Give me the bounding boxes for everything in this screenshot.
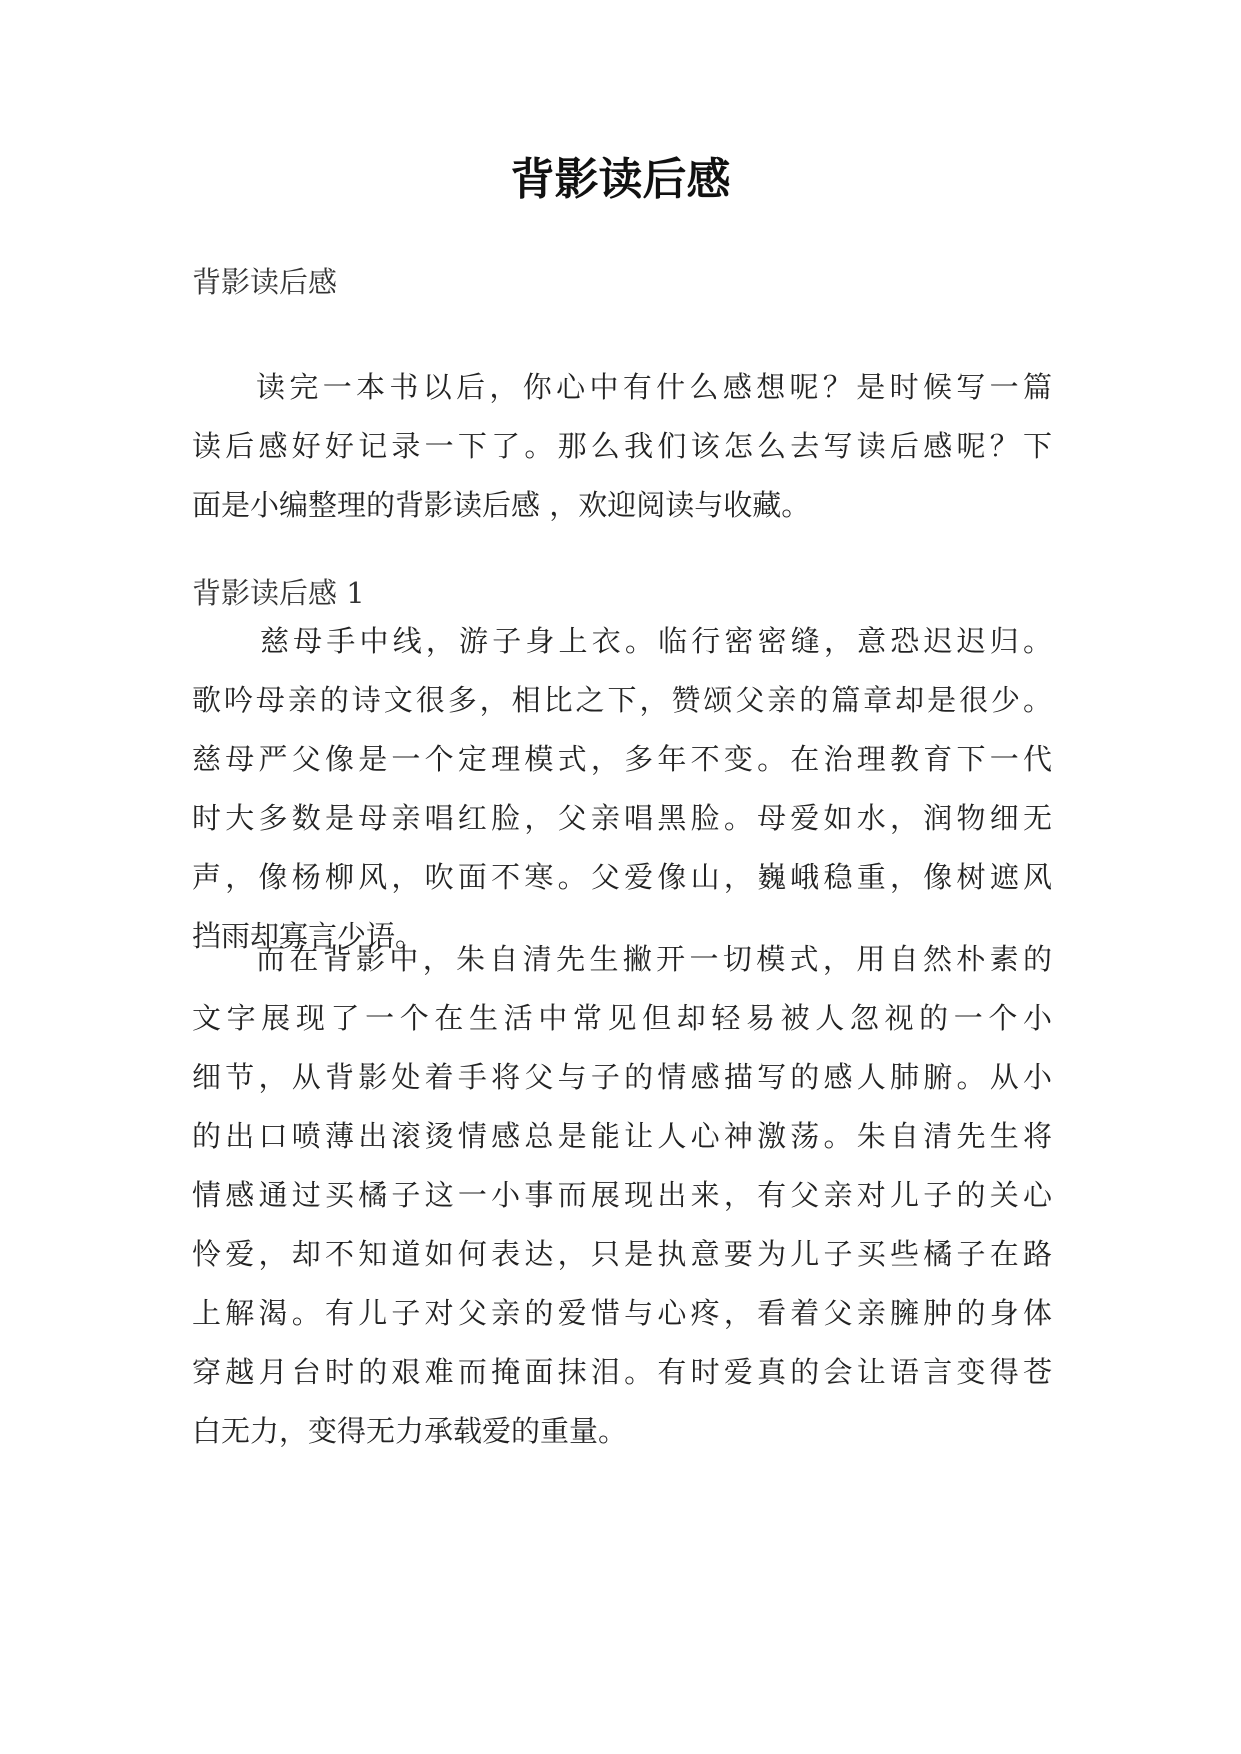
paragraph-line: 的出口喷薄出滚烫情感总是能让人心神激荡。朱自清先生将: [192, 1119, 1052, 1153]
section1-paragraph-2: [192, 930, 1052, 1461]
paragraph-line: 文字展现了一个在生活中常见但却轻易被人忽视的一个小: [192, 1001, 1052, 1035]
paragraph-line: 声，像杨柳风，吹面不寒。父爱像山，巍峨稳重，像树遮风: [192, 860, 1052, 894]
paragraph-line: 细节，从背影处着手将父与子的情感描写的感人肺腑。从小: [192, 1060, 1052, 1094]
document-subtitle: 背影读后感: [192, 265, 338, 299]
paragraph-line: 时大多数是母亲唱红脸，父亲唱黑脸。母爱如水，润物细无: [192, 801, 1052, 835]
paragraph-line: 情感通过买橘子这一小事而展现出来，有父亲对儿子的关心: [192, 1178, 1052, 1212]
paragraph-line: 慈母手中线，游子身上衣。临行密密缝，意恐迟迟归。: [260, 624, 1052, 658]
paragraph-line: 挡雨却寡言少语。: [192, 919, 425, 953]
paragraph-line: 慈母严父像是一个定理模式，多年不变。在治理教育下一代: [192, 742, 1052, 776]
paragraph-line: 白无力，变得无力承载爱的重量。: [192, 1414, 628, 1448]
document-title: 背影读后感: [510, 154, 731, 205]
intro-paragraph: [192, 358, 1052, 535]
intro-line: 读完一本书以后，你心中有什么感想呢？是时候写一篇: [256, 370, 1052, 404]
paragraph-line: 穿越月台时的艰难而掩面抹泪。有时爱真的会让语言变得苍: [192, 1355, 1052, 1389]
section1-paragraph-1: [192, 612, 1052, 966]
paragraph-line: 而在背影中，朱自清先生撇开一切模式，用自然朴素的: [256, 942, 1052, 976]
intro-line: 面是小编整理的背影读后感 ，欢迎阅读与收藏。: [192, 488, 811, 522]
section-heading: 背影读后感 1: [192, 576, 365, 610]
intro-line: 读后感好好记录一下了。那么我们该怎么去写读后感呢？下: [192, 429, 1052, 463]
paragraph-line: 上解渴。有儿子对父亲的爱惜与心疼，看着父亲臃肿的身体: [192, 1296, 1052, 1330]
paragraph-line: 歌吟母亲的诗文很多，相比之下，赞颂父亲的篇章却是很少。: [192, 683, 1052, 717]
paragraph-line: 怜爱，却不知道如何表达，只是执意要为儿子买些橘子在路: [192, 1237, 1052, 1271]
